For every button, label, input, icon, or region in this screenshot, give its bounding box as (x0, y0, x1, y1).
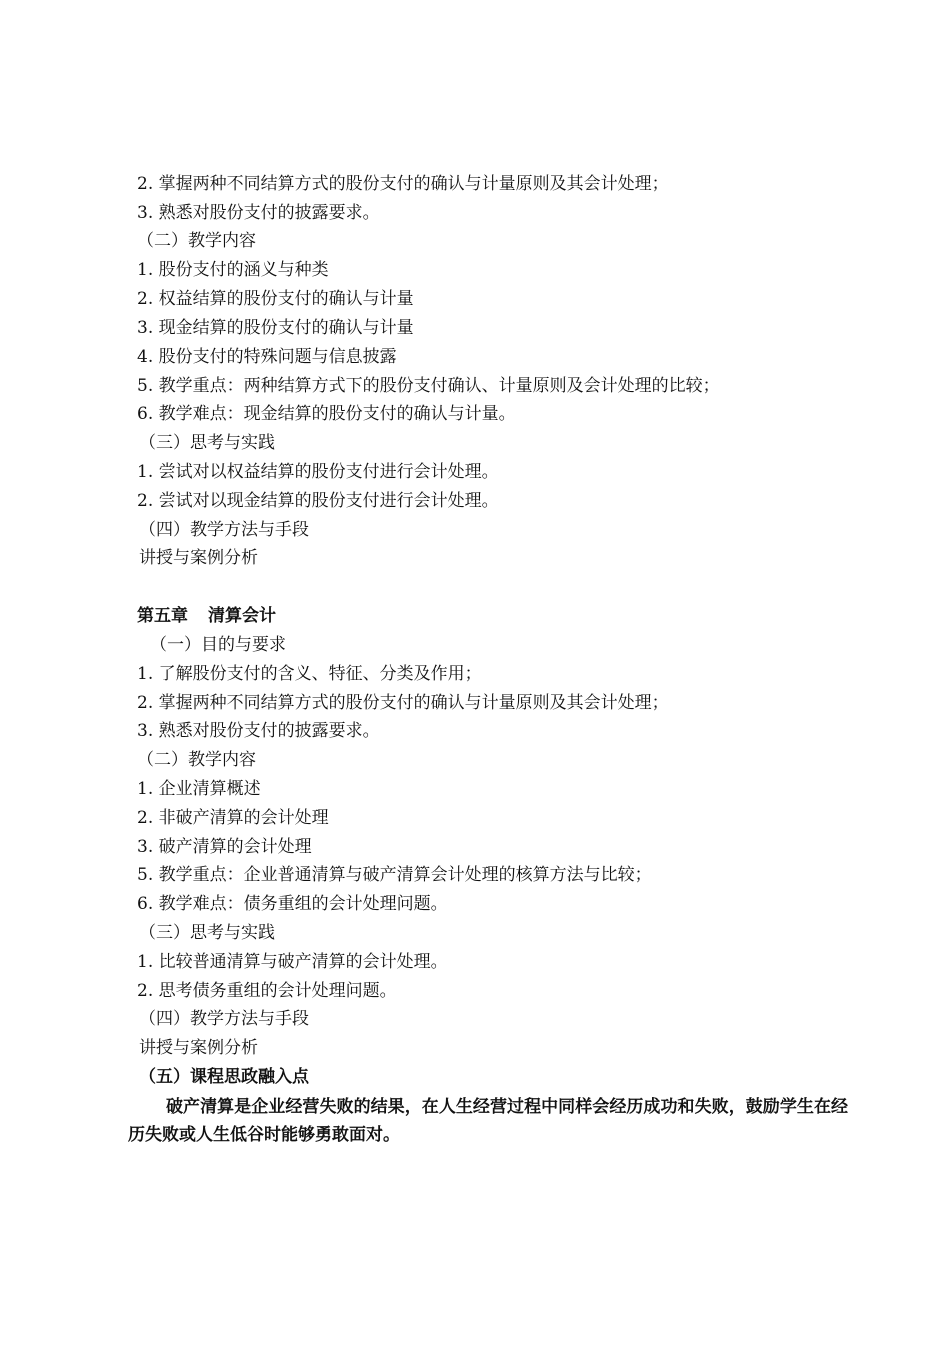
objective-item: 2. 掌握两种不同结算方式的股份支付的确认与计量原则及其会计处理； (137, 693, 669, 713)
objective-item: 3. 熟悉对股份支付的披露要求。 (137, 721, 380, 741)
methods-heading: （四）教学方法与手段 (139, 1009, 309, 1029)
key-points: 5. 教学重点：两种结算方式下的股份支付确认、计量原则及会计处理的比较； (137, 376, 720, 396)
content-heading: （二）教学内容 (137, 750, 256, 770)
objective-item: 1. 了解股份支付的含义、特征、分类及作用； (137, 664, 482, 684)
content-item: 2. 权益结算的股份支付的确认与计量 (137, 289, 414, 309)
key-points: 5. 教学重点：企业普通清算与破产清算会计处理的核算方法与比较； (137, 865, 652, 885)
content-item: 4. 股份支付的特殊问题与信息披露 (137, 347, 397, 367)
chapter-number: 第五章 (137, 606, 188, 626)
objective-item: 2. 掌握两种不同结算方式的股份支付的确认与计量原则及其会计处理； (137, 174, 669, 194)
practice-heading: （三）思考与实践 (139, 433, 275, 453)
methods-text: 讲授与案例分析 (139, 548, 258, 568)
methods-heading: （四）教学方法与手段 (139, 520, 309, 540)
content-heading: （二）教学内容 (137, 231, 256, 251)
practice-item: 2. 思考债务重组的会计处理问题。 (137, 981, 397, 1001)
practice-item: 1. 尝试对以权益结算的股份支付进行会计处理。 (137, 462, 499, 482)
content-item: 3. 现金结算的股份支付的确认与计量 (137, 318, 414, 338)
practice-heading: （三）思考与实践 (139, 923, 275, 943)
chapter-title (137, 605, 276, 627)
objective-item: 3. 熟悉对股份支付的披露要求。 (137, 203, 380, 223)
content-item: 2. 非破产清算的会计处理 (137, 808, 329, 828)
content-item: 3. 破产清算的会计处理 (137, 837, 312, 857)
objectives-heading: （一）目的与要求 (150, 635, 286, 655)
content-item: 1. 股份支付的涵义与种类 (137, 260, 329, 280)
difficult-points: 6. 教学难点：债务重组的会计处理问题。 (137, 894, 448, 914)
content-item: 1. 企业清算概述 (137, 779, 261, 799)
chapter-name: 清算会计 (208, 606, 276, 626)
methods-text: 讲授与案例分析 (139, 1038, 258, 1058)
practice-item: 2. 尝试对以现金结算的股份支付进行会计处理。 (137, 491, 499, 511)
practice-item: 1. 比较普通清算与破产清算的会计处理。 (137, 952, 448, 972)
difficult-points: 6. 教学难点：现金结算的股份支付的确认与计量。 (137, 404, 516, 424)
ideology-heading: （五）课程思政融入点 (139, 1067, 309, 1087)
ideology-paragraph: 破产清算是企业经营失败的结果，在人生经营过程中同样会经历成功和失败，鼓励学生在经历失败或人生低谷时能够勇敢面对。 (128, 1097, 848, 1145)
